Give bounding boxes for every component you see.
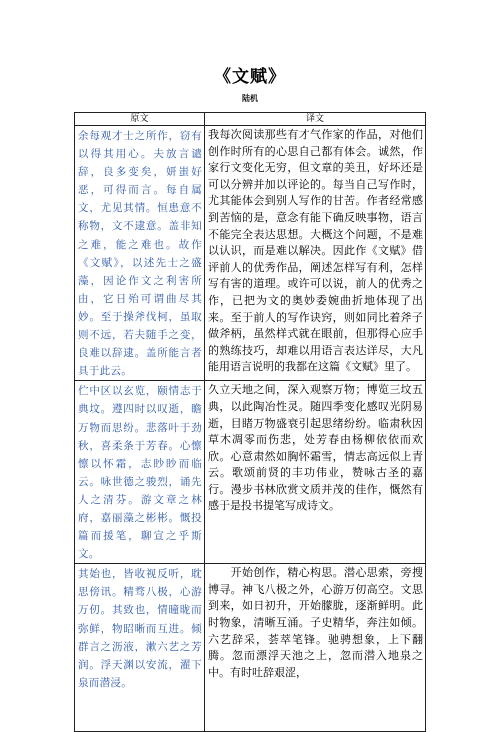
original-text-cell: 余每观才士之所作，窃有以得其用心。夫放言谴辞，良多变矣，妍蚩好恶，可得而言。每自属文，尤见其情。恒患意不称物，文不逮意。盖非知之难，能之难也。故作《文赋》，以述先士之盛藻，因论作文之利害所由，它日殆可谓曲尽其妙。至于操斧伐柯，虽取则不远，若夫随手之变，良难以辞逮。盖所能言者具于此云。 xyxy=(75,126,205,381)
table-row xyxy=(75,126,426,381)
translation-text-cell: 开始创作，精心构思。潜心思索，旁搜博寻。神飞八极之外，心游万仞高空。文思到来，如日初升，开始朦胧，逐渐鲜明。此时物象，清晰互涌。子史精华，奔注如倾。六艺辞采，荟萃笔锋。驰骋想象，上下翻腾。忽而漂浮天池之上，忽而潜入地泉之中。有时吐辞艰涩， xyxy=(205,564,426,732)
translation-text-cell: 久立天地之间，深入观察万物；博览三坟五典，以此陶冶性灵。随四季变化感叹光阴易逝，目睹万物盛衰引起思绪纷纷。临肃秋因草木凋零而伤悲，处芳春由杨柳依依而欢欣。心意肃然如胸怀霜雪，情志高远似上青云。歌颂前贤的丰功伟业，赞咏古圣的嘉行。漫步书林欣赏文质并茂的佳作，慨然有感于是投书提笔写成诗文。 xyxy=(205,381,426,564)
original-text-cell: 伫中区以玄览，颐情志于典坟。遵四时以叹逝，瞻万物而思纷。悲落叶于劲秋，喜柔条于芳春。心懔懔以怀霜，志眇眇而临云。咏世德之骏烈，诵先人之清芬。游文章之林府，嘉丽藻之彬彬。慨投篇而援笔，聊宣之乎斯文。 xyxy=(75,381,205,564)
translation-text-cell: 我每次阅读那些有才气作家的作品，对他们创作时所有的心思自己都有体会。诚然，作家行文变化无穷，但文章的美丑，好坏还是可以分辨并加以评论的。每当自己写作时，尤其能体会到别人写作的甘苦。作者经常感到苦恼的是，意念有能下确反映事物，语言不能完全表达思想。大概这个问题，不是难以认识，而是难以解决。因此作《文赋》借评前人的优秀作品，阐述怎样写有利，怎样写有害的道理。或许可以说，前人的优秀之作，已把为文的奥妙委婉曲折地体现了出来。至于前人的写作诀窍，则如同比着斧子做斧柄，虽然样式就在眼前，但那得心应手的熟练技巧，却难以用语言表达详尽，大凡能用语言说明的我都在这篇《文赋》里了。 xyxy=(205,126,426,381)
document-author: 陆机 xyxy=(242,93,258,103)
header-original: 原文 xyxy=(75,113,205,126)
header-translation: 译文 xyxy=(205,113,426,126)
table-row xyxy=(75,381,426,564)
table-header-row xyxy=(75,113,426,126)
translation-table xyxy=(74,112,426,732)
document-title: 《文赋》 xyxy=(214,67,286,87)
original-text-cell: 其始也，皆收视反听，耽思傍讯。精骛八极，心游万仞。其致也，情曈昽而弥鲜，物昭晰而互进。倾群言之沥液，漱六艺之芳润。浮天渊以安流，濯下泉而潜浸。 xyxy=(75,564,205,732)
